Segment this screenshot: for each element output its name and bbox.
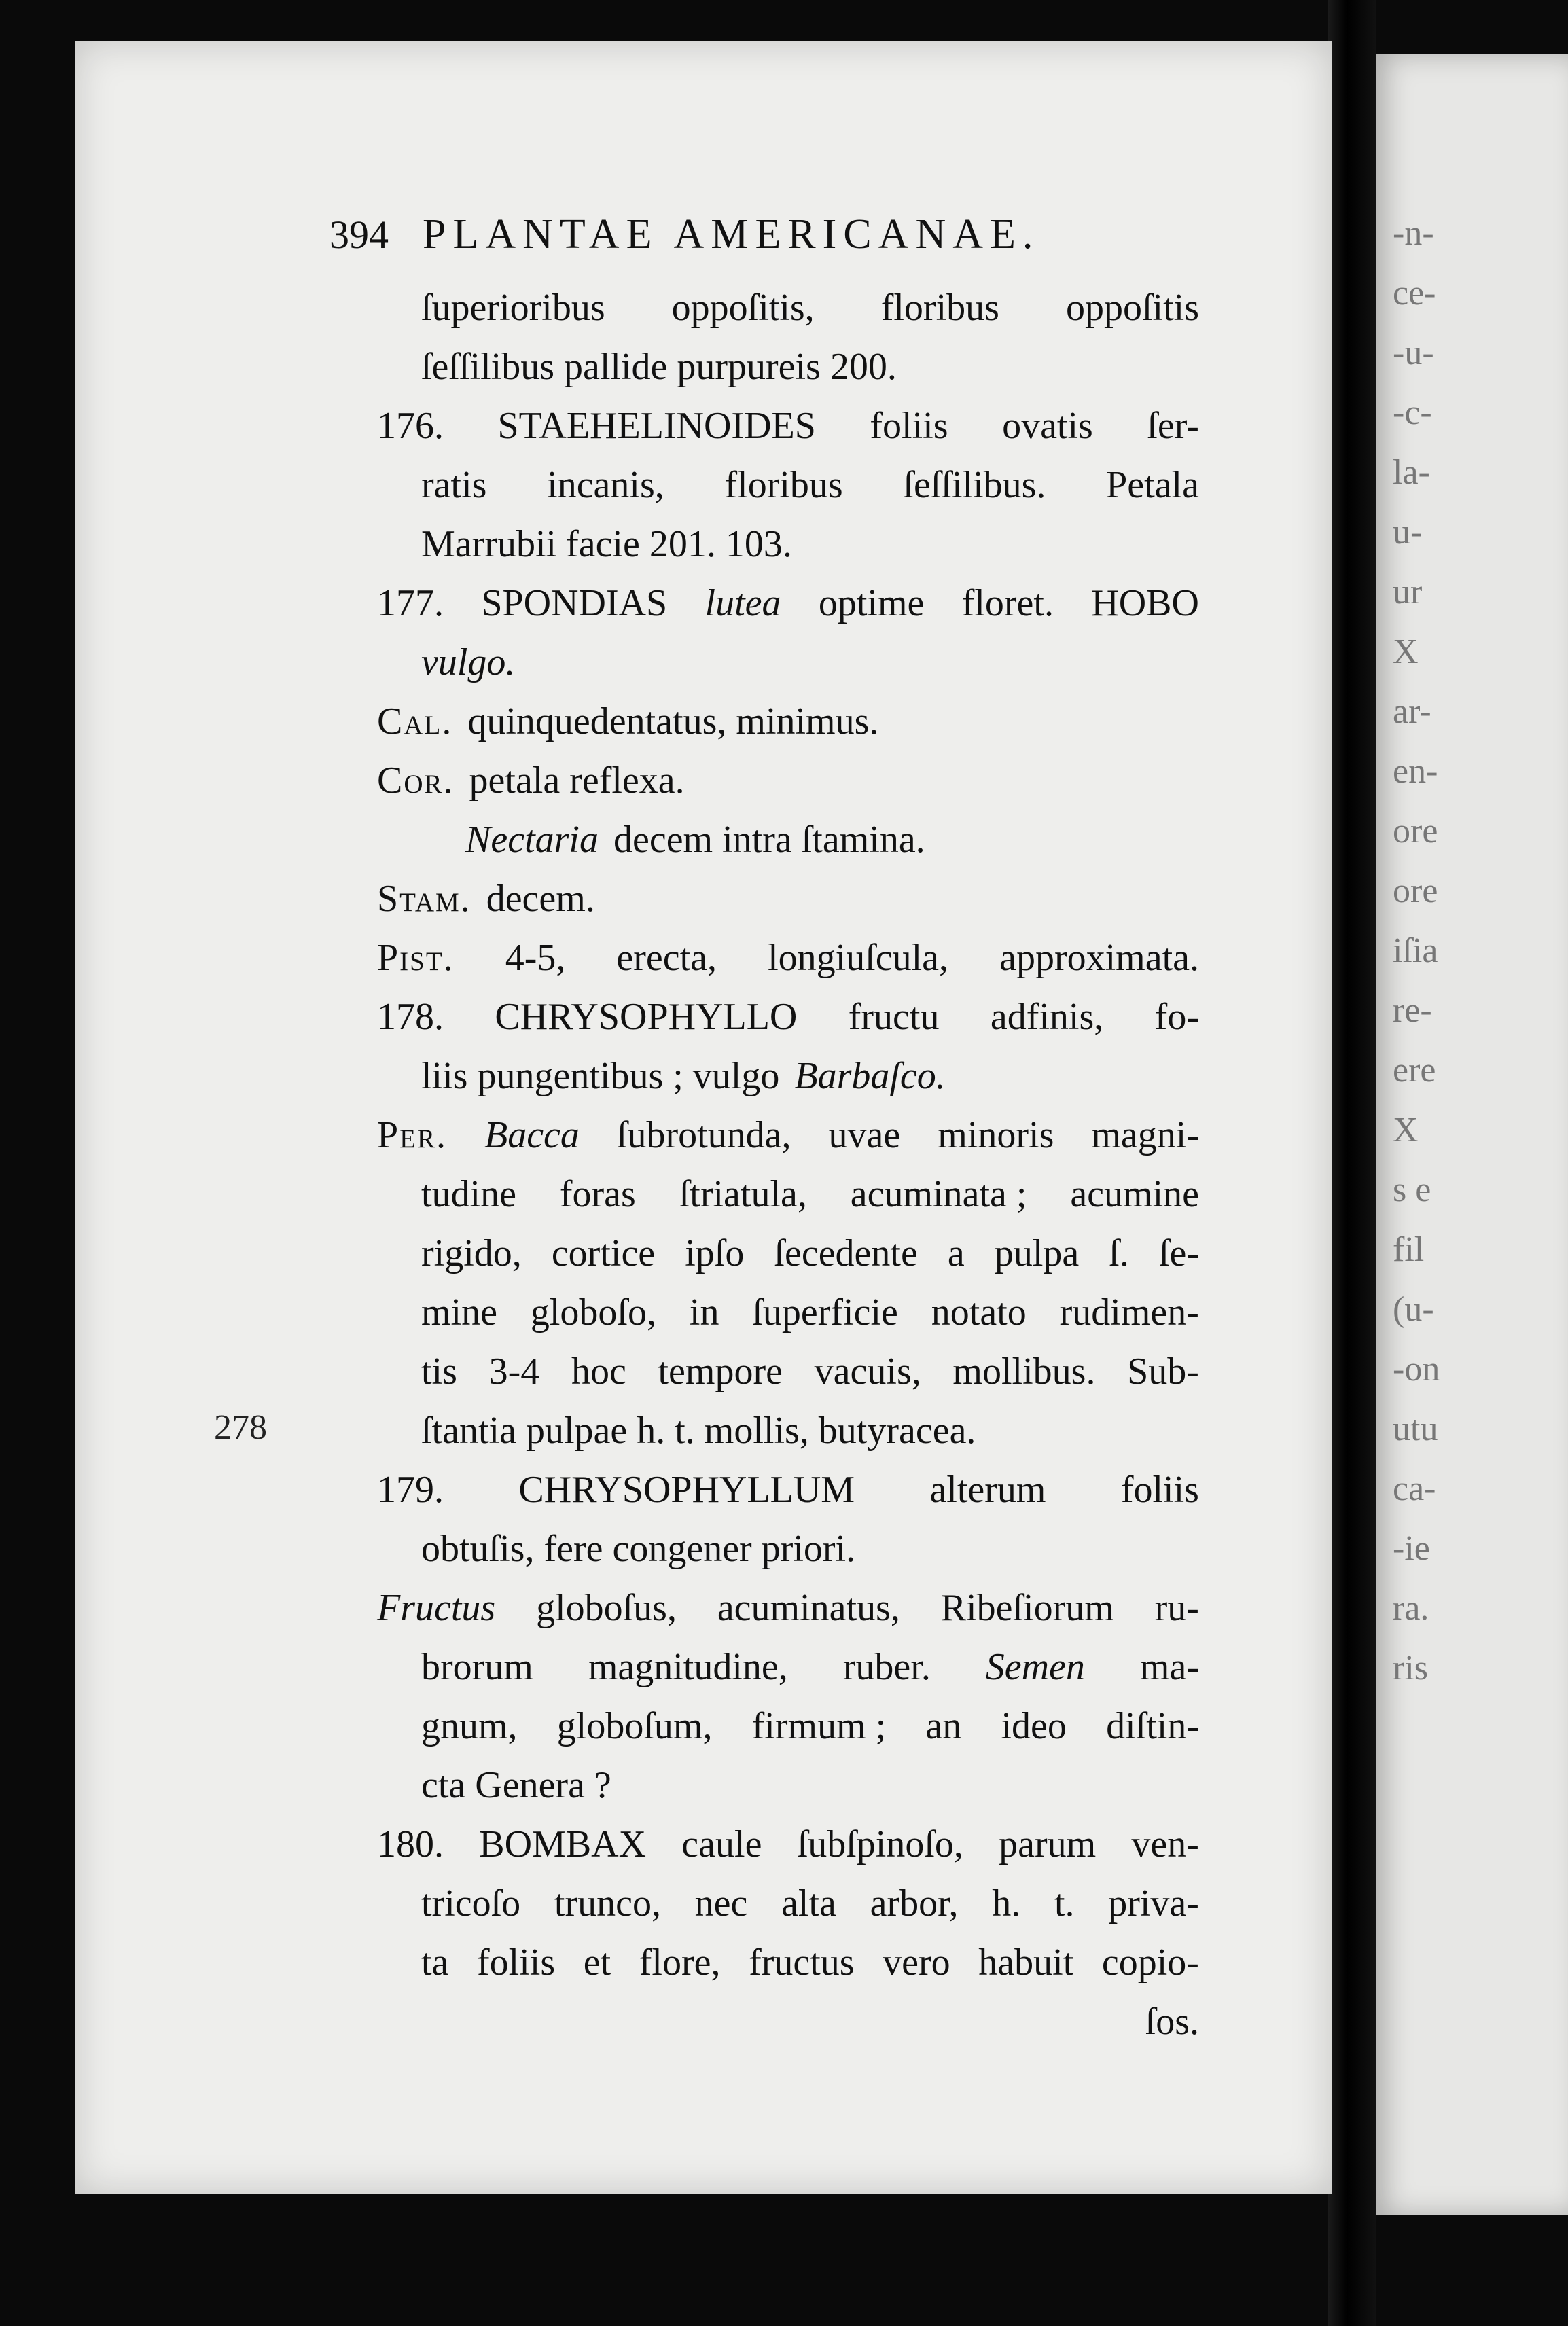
- text-run: ratis: [421, 464, 487, 506]
- text-line: [377, 1933, 1199, 1992]
- text-line: [377, 1106, 1199, 1165]
- text-line: [377, 1520, 1199, 1579]
- text-run: vulgo.: [421, 641, 516, 683]
- text-line: [377, 692, 1199, 751]
- text-line: [377, 1579, 1199, 1638]
- text-run: optime: [818, 582, 925, 624]
- text-run: globoſo,: [530, 1291, 656, 1334]
- facing-page-fragment: en-: [1393, 752, 1438, 791]
- text-run: rudimen-: [1059, 1291, 1199, 1334]
- text-run: Barbaſco.: [794, 1055, 946, 1097]
- text-run: cta Genera ?: [421, 1764, 611, 1806]
- text-run: acumine: [1070, 1173, 1199, 1215]
- text-run: trunco,: [554, 1882, 661, 1925]
- facing-page-fragment: -on: [1393, 1350, 1440, 1389]
- text-run: ſubſpinoſo,: [797, 1823, 963, 1865]
- facing-page-fragment: X: [1393, 1111, 1419, 1149]
- facing-page-fragment: s e: [1393, 1170, 1431, 1209]
- text-run: vero: [883, 1942, 950, 1984]
- text-run: flore,: [639, 1942, 721, 1984]
- text-run: Ribeſiorum: [940, 1587, 1114, 1629]
- text-run: BOMBAX: [479, 1823, 647, 1865]
- text-line: [377, 1638, 1199, 1697]
- facing-page-fragment: re-: [1393, 991, 1432, 1030]
- text-run: CHRYSOPHYLLO: [495, 996, 798, 1038]
- text-line: [377, 870, 1199, 929]
- text-run: floribus: [880, 287, 999, 329]
- text-run: ſe-: [1158, 1232, 1199, 1274]
- text-run: SPONDIAS: [481, 582, 668, 624]
- text-run: decem.: [486, 878, 595, 920]
- text-run: ſuperficie: [752, 1291, 898, 1334]
- text-run: gnum,: [421, 1705, 518, 1747]
- text-run: Cor.: [377, 759, 455, 802]
- text-run: Stam.: [377, 878, 471, 920]
- text-run: hoc: [571, 1350, 626, 1393]
- text-run: firmum ;: [751, 1705, 887, 1747]
- text-line: [377, 1224, 1199, 1283]
- facing-page-fragment: ar-: [1393, 692, 1431, 731]
- text-run: ſer-: [1147, 405, 1199, 447]
- text-run: erecta,: [616, 937, 717, 979]
- text-run: tricoſo: [421, 1882, 521, 1925]
- text-run: magni-: [1091, 1114, 1199, 1156]
- text-run: ruber.: [842, 1646, 931, 1688]
- facing-page-fragment: u-: [1393, 513, 1423, 552]
- text-run: parum: [999, 1823, 1097, 1865]
- facing-page-fragment: ca-: [1393, 1469, 1436, 1508]
- text-run: fructus: [749, 1942, 855, 1984]
- text-run: fructu: [848, 996, 940, 1038]
- text-run: foliis: [477, 1942, 556, 1984]
- text-run: magnitudine,: [588, 1646, 788, 1688]
- text-run: h.: [992, 1882, 1021, 1925]
- text-run: ma-: [1139, 1646, 1199, 1688]
- text-run: ſubrotunda,: [616, 1114, 791, 1156]
- facing-page-fragment: iſia: [1393, 931, 1438, 970]
- text-run: floret.: [961, 582, 1054, 624]
- text-line: [377, 1815, 1199, 1874]
- margin-note: 278: [214, 1408, 267, 1447]
- text-run: liis pungentibus ; vulgo: [421, 1055, 780, 1097]
- text-run: foliis: [870, 405, 948, 447]
- text-run: petala reflexa.: [469, 759, 685, 802]
- text-line: [377, 1401, 1199, 1461]
- facing-page-fragment: utu: [1393, 1410, 1438, 1448]
- text-run: longiuſcula,: [768, 937, 949, 979]
- facing-page-fragment: ore: [1393, 812, 1438, 851]
- text-line: [377, 810, 1199, 870]
- text-run: Semen: [985, 1646, 1085, 1688]
- text-run: cortice: [551, 1232, 656, 1274]
- text-line: [377, 1047, 1199, 1106]
- text-run: ven-: [1131, 1823, 1199, 1865]
- text-line: [377, 929, 1199, 988]
- text-run: fo-: [1154, 996, 1199, 1038]
- text-run: Per.: [377, 1114, 447, 1156]
- text-run: Bacca: [484, 1114, 580, 1156]
- facing-page-fragment: ris: [1393, 1649, 1428, 1687]
- text-run: incanis,: [547, 464, 664, 506]
- text-run: ideo: [1001, 1705, 1067, 1747]
- text-run: habuit: [978, 1942, 1074, 1984]
- text-run: Fructus: [377, 1587, 496, 1629]
- text-run: Marrubii facie 201. 103.: [421, 523, 792, 565]
- text-run: 3-4: [488, 1350, 540, 1393]
- facing-page-fragment: ore: [1393, 872, 1438, 910]
- text-line: [377, 988, 1199, 1047]
- text-run: minoris: [938, 1114, 1054, 1156]
- text-line: [377, 456, 1199, 515]
- text-run: 178.: [377, 996, 444, 1038]
- facing-page-fragment: fil: [1393, 1230, 1425, 1269]
- text-run: nec: [694, 1882, 748, 1925]
- text-line: [377, 751, 1199, 810]
- facing-page-fragment: X: [1393, 632, 1419, 671]
- text-run: alta: [781, 1882, 836, 1925]
- text-run: 4-5,: [505, 937, 566, 979]
- text-run: copio-: [1101, 1942, 1199, 1984]
- text-run: Nectaria: [465, 819, 599, 861]
- text-run: diſtin-: [1106, 1705, 1199, 1747]
- text-line: [377, 1697, 1199, 1756]
- text-run: quinquedentatus, minimus.: [467, 700, 879, 742]
- text-line: [377, 1461, 1199, 1520]
- text-run: vacuis,: [814, 1350, 921, 1393]
- text-line: [377, 397, 1199, 456]
- text-run: 180.: [377, 1823, 444, 1865]
- facing-page-fragment: ra.: [1393, 1589, 1429, 1628]
- text-run: 177.: [377, 582, 444, 624]
- text-line: [377, 1992, 1199, 2052]
- text-run: ſ.: [1109, 1232, 1129, 1274]
- text-run: foras: [559, 1173, 636, 1215]
- page-body: [377, 279, 1199, 2052]
- text-run: globoſus,: [536, 1587, 677, 1629]
- text-run: mollibus.: [952, 1350, 1096, 1393]
- text-run: ſtantia pulpae h. t. mollis, butyracea.: [421, 1410, 976, 1452]
- text-run: ovatis: [1002, 405, 1093, 447]
- facing-page-fragment: (u-: [1393, 1290, 1434, 1329]
- text-run: acuminata ;: [850, 1173, 1027, 1215]
- text-run: ſtriatula,: [679, 1173, 807, 1215]
- text-run: ſuperioribus: [421, 287, 605, 329]
- text-run: caule: [681, 1823, 762, 1865]
- facing-page-fragment: -u-: [1393, 334, 1434, 372]
- text-line: [377, 1342, 1199, 1401]
- text-run: Cal.: [377, 700, 453, 742]
- facing-page-fragment: ere: [1393, 1051, 1436, 1090]
- text-line: [377, 338, 1199, 397]
- text-line: [377, 279, 1199, 338]
- text-run: globoſum,: [556, 1705, 713, 1747]
- text-line: [377, 1874, 1199, 1933]
- text-run: alterum: [929, 1469, 1046, 1511]
- facing-page-fragment: -c-: [1393, 393, 1432, 432]
- text-run: oppoſitis,: [671, 287, 815, 329]
- page-header: [329, 211, 1192, 259]
- text-run: t.: [1054, 1882, 1075, 1925]
- text-line: [377, 1283, 1199, 1342]
- facing-page-fragment: la-: [1393, 453, 1430, 492]
- text-run: a: [947, 1232, 965, 1274]
- text-run: mine: [421, 1291, 497, 1334]
- text-run: priva-: [1108, 1882, 1199, 1925]
- text-run: arbor,: [870, 1882, 959, 1925]
- text-run: ru-: [1154, 1587, 1199, 1629]
- text-run: ſeſſilibus.: [903, 464, 1046, 506]
- text-run: obtuſis, fere congener priori.: [421, 1528, 856, 1570]
- text-run: ſos.: [1145, 2001, 1199, 2043]
- text-run: in: [689, 1291, 719, 1334]
- page-number: 394: [329, 213, 389, 257]
- text-line: [377, 1756, 1199, 1815]
- text-line: [377, 1165, 1199, 1224]
- text-run: tis: [421, 1350, 457, 1393]
- text-run: pulpa: [994, 1232, 1080, 1274]
- text-run: 176.: [377, 405, 444, 447]
- text-run: rigido,: [421, 1232, 522, 1274]
- facing-page-fragment: -ie: [1393, 1529, 1430, 1568]
- text-run: notato: [931, 1291, 1027, 1334]
- text-run: ta: [421, 1942, 449, 1984]
- text-run: Sub-: [1127, 1350, 1199, 1393]
- text-run: approximata.: [999, 937, 1199, 979]
- facing-page-fragment: ur: [1393, 573, 1423, 611]
- text-run: et: [583, 1942, 611, 1984]
- text-run: adfinis,: [990, 996, 1104, 1038]
- text-run: acuminatus,: [717, 1587, 900, 1629]
- text-run: STAEHELINOIDES: [497, 405, 816, 447]
- text-run: Pist.: [377, 937, 455, 979]
- running-title: PLANTAE AMERICANAE.: [423, 211, 1040, 257]
- text-line: [377, 574, 1199, 633]
- text-run: ſeſſilibus pallide purpureis 200.: [421, 346, 897, 388]
- text-run: lutea: [705, 582, 781, 624]
- text-line: [377, 515, 1199, 574]
- text-run: floribus: [724, 464, 843, 506]
- text-run: uvae: [828, 1114, 901, 1156]
- facing-page-fragment: ce-: [1393, 274, 1436, 312]
- facing-page-text: [1393, 204, 1563, 1970]
- text-run: brorum: [421, 1646, 533, 1688]
- text-line: [377, 633, 1199, 692]
- book-gutter: [1328, 0, 1376, 2326]
- text-run: foliis: [1120, 1469, 1199, 1511]
- text-run: oppoſitis: [1065, 287, 1199, 329]
- text-run: tempore: [658, 1350, 783, 1393]
- text-run: tudine: [421, 1173, 516, 1215]
- text-run: decem intra ſtamina.: [613, 819, 925, 861]
- text-run: CHRYSOPHYLLUM: [518, 1469, 855, 1511]
- text-run: ſecedente: [774, 1232, 918, 1274]
- facing-page-fragment: -n-: [1393, 214, 1434, 253]
- text-run: an: [925, 1705, 962, 1747]
- text-run: Petala: [1106, 464, 1199, 506]
- text-run: ipſo: [685, 1232, 745, 1274]
- text-run: HOBO: [1091, 582, 1199, 624]
- text-run: 179.: [377, 1469, 444, 1511]
